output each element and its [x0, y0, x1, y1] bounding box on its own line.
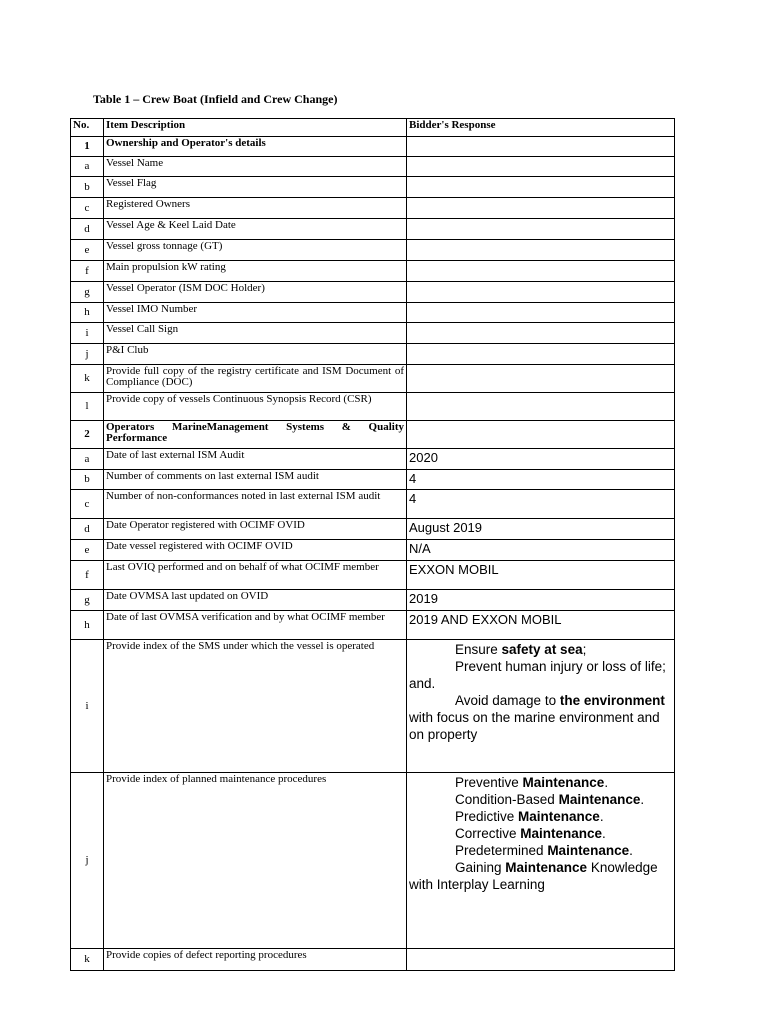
- bidder-response: 4: [407, 490, 675, 519]
- item-description: Date of last external ISM Audit: [104, 449, 407, 470]
- item-description: Vessel IMO Number: [104, 303, 407, 323]
- index-line-text: Predetermined: [455, 843, 548, 858]
- bidder-response: 4: [407, 470, 675, 490]
- table-row: [71, 540, 675, 561]
- table-row: [71, 177, 675, 198]
- row-letter: f: [71, 261, 104, 282]
- section-number: 2: [71, 421, 104, 449]
- bidder-response: [407, 344, 675, 365]
- section-row: [71, 421, 675, 449]
- bidder-response: 2020: [407, 449, 675, 470]
- table-row: [71, 365, 675, 393]
- index-line-bold: Maintenance: [522, 775, 605, 790]
- index-line-bold: Maintenance: [558, 792, 641, 807]
- row-letter: h: [71, 611, 104, 640]
- table-row-maintenance-index: [71, 773, 675, 949]
- index-line: [409, 658, 672, 692]
- item-description: Vessel Call Sign: [104, 323, 407, 344]
- bidder-response: [407, 219, 675, 240]
- bidder-response: 2019: [407, 590, 675, 611]
- item-description: Vessel Name: [104, 157, 407, 177]
- bidder-response: [407, 261, 675, 282]
- index-line-suffix: Knowledge with Interplay Learning: [409, 860, 658, 892]
- row-letter: g: [71, 590, 104, 611]
- index-line-text: Avoid damage to: [455, 693, 560, 708]
- row-letter: f: [71, 561, 104, 590]
- row-letter: c: [71, 198, 104, 219]
- row-letter: j: [71, 344, 104, 365]
- bidder-response: [407, 393, 675, 421]
- row-letter: b: [71, 177, 104, 198]
- bidder-response: [407, 365, 675, 393]
- index-line: [409, 842, 672, 859]
- index-line: [409, 641, 672, 658]
- index-line: [409, 859, 672, 893]
- bidder-response: 2019 AND EXXON MOBIL: [407, 611, 675, 640]
- row-letter: e: [71, 240, 104, 261]
- bidder-response: EXXON MOBIL: [407, 561, 675, 590]
- index-line-text: Corrective: [455, 826, 521, 841]
- index-line-suffix: .: [604, 775, 609, 790]
- table-row: [71, 219, 675, 240]
- table-row: [71, 949, 675, 971]
- row-letter: e: [71, 540, 104, 561]
- table-row: [71, 490, 675, 519]
- item-description: Date Operator registered with OCIMF OVID: [104, 519, 407, 540]
- index-line: [409, 774, 672, 791]
- item-description: Vessel Flag: [104, 177, 407, 198]
- index-line-suffix: ;: [582, 642, 587, 657]
- row-letter: d: [71, 219, 104, 240]
- table-row: [71, 261, 675, 282]
- index-line-text: Gaining: [455, 860, 506, 875]
- bidder-response: [407, 157, 675, 177]
- row-letter: h: [71, 303, 104, 323]
- header-item-description: Item Description: [104, 119, 407, 137]
- section-title: Ownership and Operator's details: [104, 137, 407, 157]
- bidder-response: [407, 303, 675, 323]
- bidder-response: [407, 282, 675, 303]
- index-line-suffix: .: [640, 792, 645, 807]
- table-row: [71, 393, 675, 421]
- index-line: [409, 808, 672, 825]
- item-description: Last OVIQ performed and on behalf of what OCIMF member: [104, 561, 407, 590]
- item-description: Provide index of planned maintenance procedures: [104, 773, 407, 949]
- index-line: [409, 791, 672, 808]
- table-row: [71, 198, 675, 219]
- row-letter: d: [71, 519, 104, 540]
- row-letter: a: [71, 157, 104, 177]
- table-header-row: [71, 119, 675, 137]
- row-letter: i: [71, 640, 104, 773]
- table-row: [71, 240, 675, 261]
- item-description: Vessel Age & Keel Laid Date: [104, 219, 407, 240]
- index-line-text: Ensure: [455, 642, 502, 657]
- index-line-bold: Maintenance: [547, 843, 630, 858]
- index-line-suffix: .: [599, 809, 604, 824]
- row-letter: g: [71, 282, 104, 303]
- table-row: [71, 157, 675, 177]
- index-line-bold: safety at sea: [501, 642, 583, 657]
- row-letter: l: [71, 393, 104, 421]
- item-description: Provide copies of defect reporting procedures: [104, 949, 407, 971]
- bidder-response-index: [407, 773, 675, 949]
- index-line-suffix: .: [602, 826, 606, 841]
- item-description: Number of comments on last external ISM audit: [104, 470, 407, 490]
- item-description: Provide index of the SMS under which the vessel is operated: [104, 640, 407, 773]
- table-row: [71, 344, 675, 365]
- item-description: Provide copy of vessels Continuous Synopsis Record (CSR): [104, 393, 407, 421]
- item-description: P&I Club: [104, 344, 407, 365]
- section-number: 1: [71, 137, 104, 157]
- table-row: [71, 561, 675, 590]
- section-row: [71, 137, 675, 157]
- section-title: Operators MarineManagement Systems & Quality Performance: [104, 421, 407, 449]
- table-row: [71, 303, 675, 323]
- bidder-response: [407, 323, 675, 344]
- index-line: [409, 825, 672, 842]
- index-line-suffix: .: [629, 843, 633, 858]
- item-description: Vessel gross tonnage (GT): [104, 240, 407, 261]
- item-description: Date OVMSA last updated on OVID: [104, 590, 407, 611]
- item-description: Date vessel registered with OCIMF OVID: [104, 540, 407, 561]
- crew-boat-table: [70, 118, 675, 971]
- table-row: [71, 611, 675, 640]
- index-line-bold: Maintenance: [518, 809, 600, 824]
- index-line-text: Condition-Based: [455, 792, 559, 807]
- item-description: Main propulsion kW rating: [104, 261, 407, 282]
- row-letter: j: [71, 773, 104, 949]
- table-row-sms-index: [71, 640, 675, 773]
- bidder-response-index: [407, 640, 675, 773]
- bidder-response: [407, 240, 675, 261]
- row-letter: k: [71, 949, 104, 971]
- bidder-response: N/A: [407, 540, 675, 561]
- header-no: No.: [71, 119, 104, 137]
- index-line-text: Predictive: [455, 809, 519, 824]
- item-description: Date of last OVMSA verification and by what OCIMF member: [104, 611, 407, 640]
- index-line-suffix: with focus on the marine environment and on property: [409, 710, 660, 742]
- table-row: [71, 470, 675, 490]
- index-line-bold: Maintenance: [505, 860, 588, 875]
- table-row: [71, 590, 675, 611]
- item-description: Vessel Operator (ISM DOC Holder): [104, 282, 407, 303]
- response-cell: [407, 137, 675, 157]
- bidder-response: [407, 949, 675, 971]
- item-description: Number of non-conformances noted in last external ISM audit: [104, 490, 407, 519]
- table-row: [71, 323, 675, 344]
- index-line-text: Prevent human injury or loss of life; and.: [409, 659, 666, 691]
- bidder-response: August 2019: [407, 519, 675, 540]
- index-line-bold: Maintenance: [520, 826, 603, 841]
- row-letter: c: [71, 490, 104, 519]
- response-cell: [407, 421, 675, 449]
- index-line: [409, 692, 672, 743]
- table-row: [71, 282, 675, 303]
- header-bidders-response: Bidder's Response: [407, 119, 675, 137]
- table-row: [71, 519, 675, 540]
- item-description: Registered Owners: [104, 198, 407, 219]
- row-letter: k: [71, 365, 104, 393]
- row-letter: a: [71, 449, 104, 470]
- bidder-response: [407, 198, 675, 219]
- row-letter: b: [71, 470, 104, 490]
- table-title: Table 1 – Crew Boat (Infield and Crew Change): [93, 92, 338, 106]
- row-letter: i: [71, 323, 104, 344]
- bidder-response: [407, 177, 675, 198]
- table-row: [71, 449, 675, 470]
- index-line-bold: the environment: [559, 693, 665, 708]
- item-description: Provide full copy of the registry certificate and ISM Document of Compliance (DOC): [104, 365, 407, 393]
- index-line-text: Preventive: [455, 775, 523, 790]
